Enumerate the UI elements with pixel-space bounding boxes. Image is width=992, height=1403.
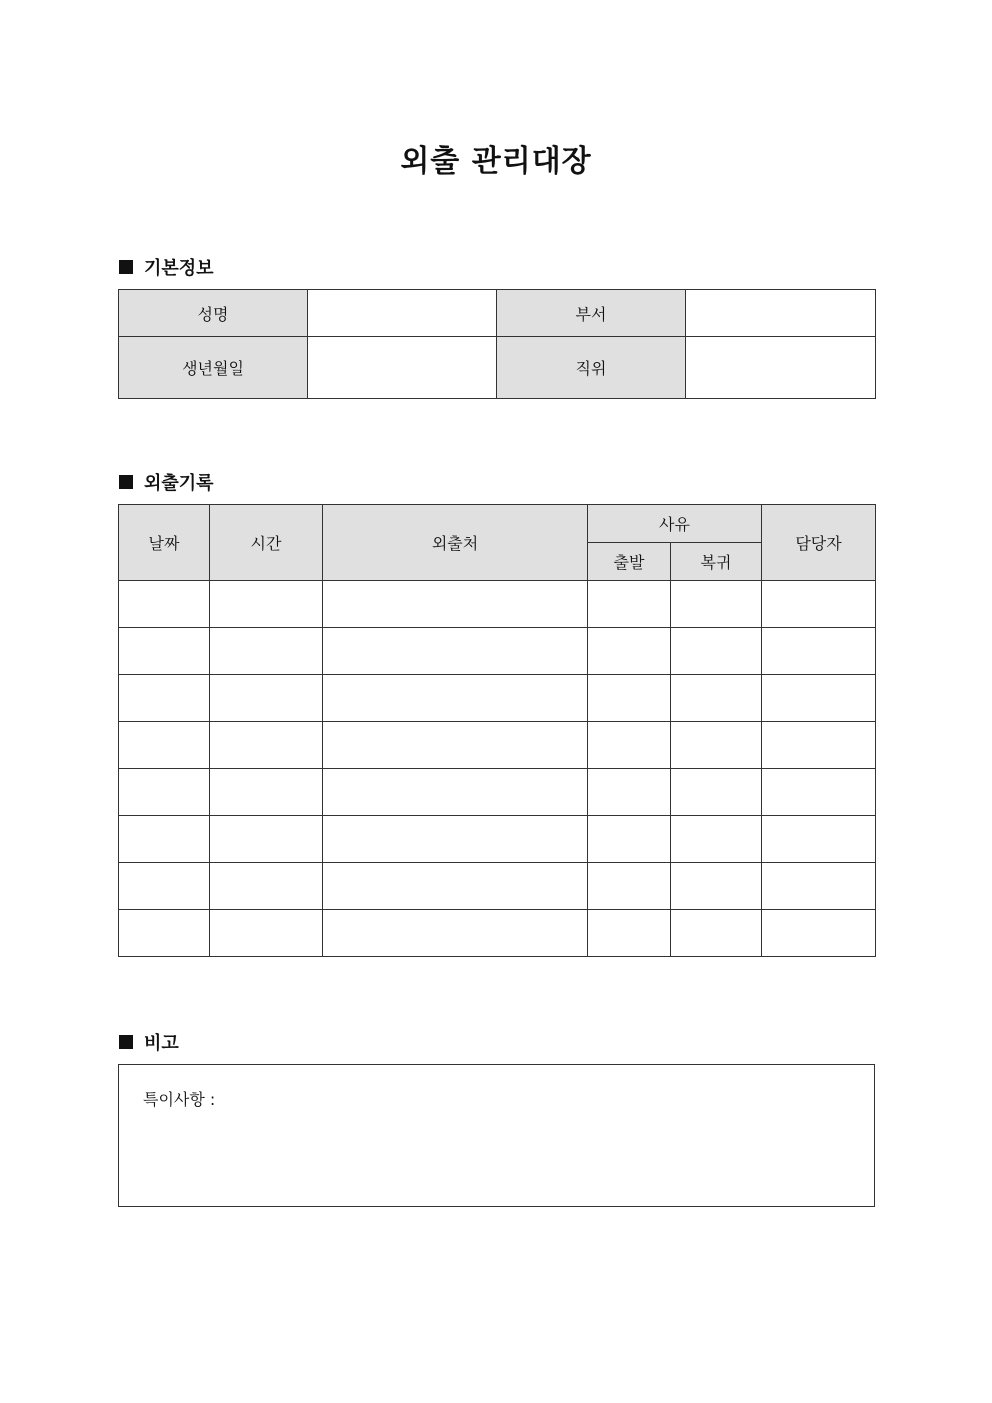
table-row — [119, 769, 876, 816]
cell-manager[interactable] — [762, 675, 876, 722]
square-bullet-icon — [119, 260, 133, 274]
cell-manager[interactable] — [762, 581, 876, 628]
cell-date[interactable] — [119, 816, 210, 863]
remarks-heading — [119, 1029, 179, 1055]
cell-departure[interactable] — [588, 910, 671, 957]
cell-manager[interactable] — [762, 910, 876, 957]
table-row — [119, 910, 876, 957]
cell-date[interactable] — [119, 769, 210, 816]
basic-info-heading-text: 기본정보 — [144, 258, 214, 279]
basic-info-table — [118, 289, 876, 399]
cell-date[interactable] — [119, 910, 210, 957]
cell-manager[interactable] — [762, 816, 876, 863]
basic-info-heading — [119, 254, 214, 280]
cell-departure[interactable] — [588, 816, 671, 863]
cell-time[interactable] — [210, 675, 323, 722]
cell-time[interactable] — [210, 722, 323, 769]
department-label: 부서 — [497, 290, 686, 337]
cell-destination[interactable] — [323, 722, 588, 769]
cell-date[interactable] — [119, 675, 210, 722]
cell-time[interactable] — [210, 863, 323, 910]
cell-return[interactable] — [671, 910, 762, 957]
column-header-destination: 외출처 — [323, 505, 588, 581]
cell-manager[interactable] — [762, 628, 876, 675]
cell-manager[interactable] — [762, 863, 876, 910]
remarks-label: 특이사항 : — [143, 1090, 216, 1109]
position-field[interactable] — [686, 337, 876, 399]
cell-time[interactable] — [210, 816, 323, 863]
cell-return[interactable] — [671, 863, 762, 910]
cell-date[interactable] — [119, 628, 210, 675]
cell-departure[interactable] — [588, 769, 671, 816]
out-records-table — [118, 504, 876, 957]
remarks-box[interactable] — [118, 1064, 875, 1207]
cell-date[interactable] — [119, 722, 210, 769]
cell-destination[interactable] — [323, 910, 588, 957]
column-header-return: 복귀 — [671, 543, 762, 581]
cell-time[interactable] — [210, 581, 323, 628]
cell-return[interactable] — [671, 581, 762, 628]
cell-destination[interactable] — [323, 816, 588, 863]
cell-return[interactable] — [671, 816, 762, 863]
column-header-departure: 출발 — [588, 543, 671, 581]
column-header-manager: 담당자 — [762, 505, 876, 581]
table-row — [119, 863, 876, 910]
birthdate-field[interactable] — [308, 337, 497, 399]
cell-date[interactable] — [119, 863, 210, 910]
square-bullet-icon — [119, 475, 133, 489]
page-title: 외출 관리대장 — [400, 144, 592, 179]
birthdate-label: 생년월일 — [119, 337, 308, 399]
cell-return[interactable] — [671, 722, 762, 769]
cell-destination[interactable] — [323, 675, 588, 722]
cell-time[interactable] — [210, 910, 323, 957]
column-header-time: 시간 — [210, 505, 323, 581]
cell-destination[interactable] — [323, 581, 588, 628]
name-label: 성명 — [119, 290, 308, 337]
column-header-reason: 사유 — [588, 505, 762, 543]
cell-date[interactable] — [119, 581, 210, 628]
cell-departure[interactable] — [588, 722, 671, 769]
position-label: 직위 — [497, 337, 686, 399]
cell-departure[interactable] — [588, 581, 671, 628]
table-row — [119, 628, 876, 675]
out-records-body — [119, 581, 876, 957]
cell-time[interactable] — [210, 628, 323, 675]
cell-departure[interactable] — [588, 675, 671, 722]
cell-manager[interactable] — [762, 769, 876, 816]
cell-destination[interactable] — [323, 628, 588, 675]
remarks-heading-text: 비고 — [144, 1033, 179, 1054]
name-field[interactable] — [308, 290, 497, 337]
table-row — [119, 816, 876, 863]
department-field[interactable] — [686, 290, 876, 337]
cell-return[interactable] — [671, 675, 762, 722]
out-records-heading — [119, 469, 214, 495]
table-row — [119, 722, 876, 769]
table-row — [119, 675, 876, 722]
cell-time[interactable] — [210, 769, 323, 816]
cell-departure[interactable] — [588, 863, 671, 910]
cell-return[interactable] — [671, 628, 762, 675]
out-records-heading-text: 외출기록 — [144, 473, 214, 494]
cell-departure[interactable] — [588, 628, 671, 675]
table-row — [119, 581, 876, 628]
cell-destination[interactable] — [323, 769, 588, 816]
column-header-date: 날짜 — [119, 505, 210, 581]
cell-manager[interactable] — [762, 722, 876, 769]
square-bullet-icon — [119, 1035, 133, 1049]
cell-return[interactable] — [671, 769, 762, 816]
cell-destination[interactable] — [323, 863, 588, 910]
